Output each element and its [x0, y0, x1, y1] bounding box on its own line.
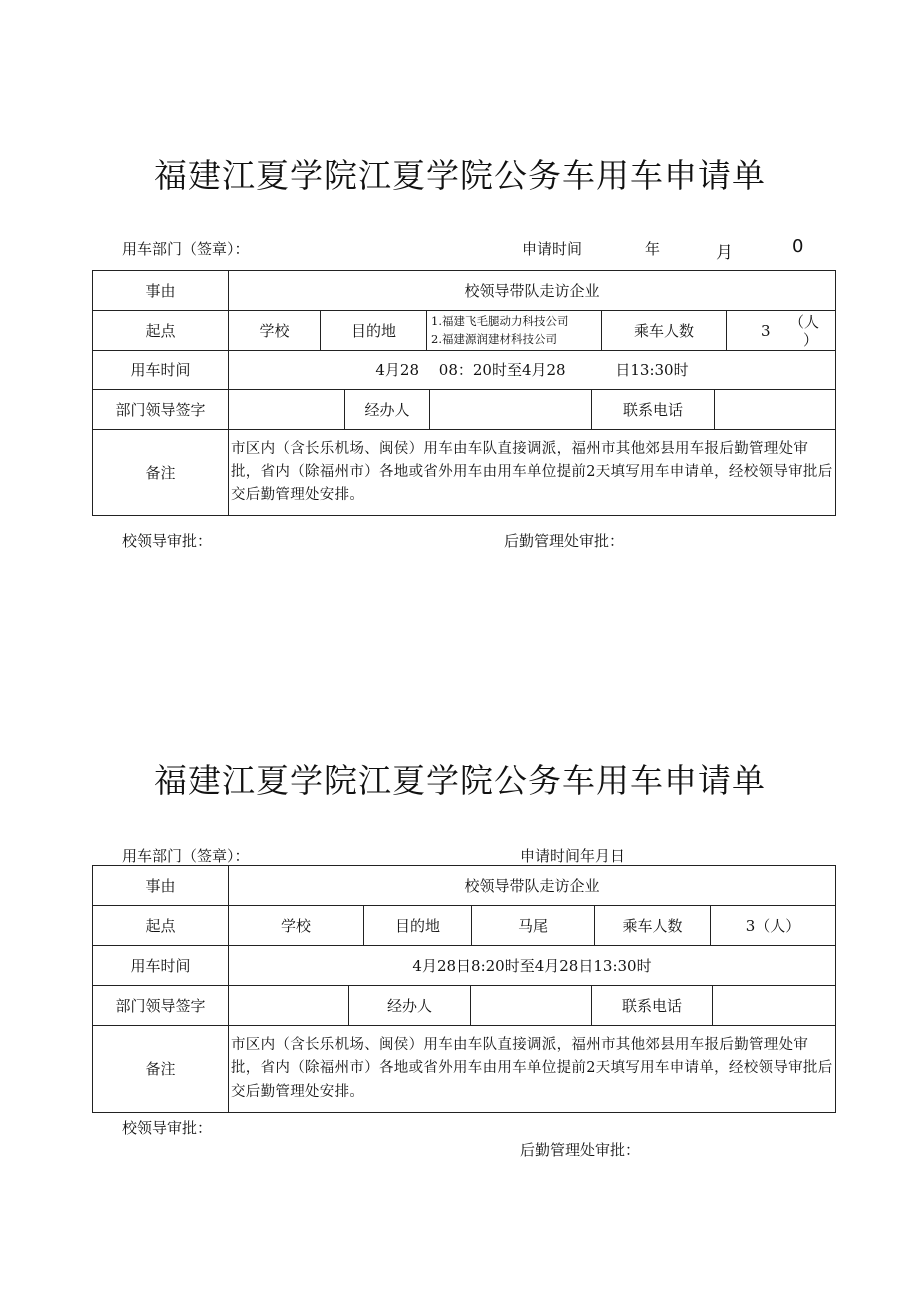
form2-handler-label: 经办人 [348, 985, 471, 1026]
form2-pax-label: 乘车人数 [594, 905, 711, 946]
form1-time-value[interactable]: 4月28 08：20时至4月28 日13:30时 [228, 350, 836, 390]
form1-title: 福建江夏学院江夏学院公务车用车申请单 [154, 156, 766, 195]
form2-logistics-approve-label: 后勤管理处审批： [520, 1141, 641, 1159]
form1-phone-label: 联系电话 [591, 389, 715, 430]
form1-pax-cell[interactable] [726, 310, 836, 351]
form2-origin-value[interactable]: 学校 [228, 905, 364, 946]
form2-apply-time-label: 申请时间年月日 [520, 847, 626, 865]
form2-reason-label: 事由 [92, 865, 229, 906]
form2-phone-field[interactable] [712, 985, 836, 1026]
form1-reason-value[interactable]: 校领导带队走访企业 [228, 270, 836, 311]
form2-pax-value[interactable]: 3（人） [710, 905, 836, 946]
form1-dest-line1: 1.福建飞毛腿动力科技公司 [431, 313, 569, 328]
form2-dest-label: 目的地 [363, 905, 472, 946]
form2-dest-value[interactable]: 马尾 [471, 905, 595, 946]
form1-origin-label: 起点 [92, 310, 229, 351]
form2-reason-value[interactable]: 校领导带队走访企业 [228, 865, 836, 906]
form1-remark-label: 备注 [92, 429, 229, 516]
form1-logistics-approve-label: 后勤管理处审批： [504, 532, 625, 550]
form1-year-label: 年 [645, 240, 661, 258]
form2-title: 福建江夏学院江夏学院公务车用车申请单 [154, 761, 766, 800]
form2-remark-value: 市区内（含长乐机场、闽侯）用车由车队直接调派，福州市其他郊县用车报后勤管理处审批，省内（除福州市）各地或省外用车由用车单位提前2天填写用车申请单，经校领导审批后交后勤管理处安排。 [228, 1025, 836, 1113]
form2-remark-label: 备注 [92, 1025, 229, 1113]
form2-time-label: 用车时间 [92, 945, 229, 986]
form2-school-approve-label: 校领导审批： [122, 1119, 213, 1137]
form1-remark-value: 市区内（含长乐机场、闽侯）用车由车队直接调派，福州市其他郊县用车报后勤管理处审批，省内（除福州市）各地或省外用车由用车单位提前2天填写用车申请单，经校领导审批后交后勤管理处安排。 [228, 429, 836, 516]
form2-dept-label: 用车部门（签章）： [122, 847, 250, 865]
form1-leader-sign-field[interactable] [228, 389, 345, 430]
form1-time-label: 用车时间 [92, 350, 229, 390]
form1-dest-line2: 2.福建源润建材科技公司 [431, 331, 557, 346]
form1-handler-label: 经办人 [344, 389, 430, 430]
form1-dest-value[interactable] [426, 310, 602, 351]
form1-handler-field[interactable] [429, 389, 592, 430]
form2-leader-sign-field[interactable] [228, 985, 349, 1026]
form1-pax-unit-b: ） [803, 331, 819, 349]
form1-school-approve-label: 校领导审批： [122, 532, 213, 550]
form1-apply-time-label: 申请时间 [522, 240, 583, 258]
form2-origin-label: 起点 [92, 905, 229, 946]
form1-pax-label: 乘车人数 [601, 310, 727, 351]
form1-month-label: 月 [716, 243, 733, 263]
form1-phone-field[interactable] [714, 389, 836, 430]
form1-day-value: 0 [792, 236, 804, 257]
form1-dest-label: 目的地 [320, 310, 427, 351]
form2-time-value[interactable]: 4月28日8:20时至4月28日13:30时 [228, 945, 836, 986]
form1-dept-label: 用车部门（签章）： [122, 240, 250, 258]
form1-reason-label: 事由 [92, 270, 229, 311]
form2-handler-field[interactable] [470, 985, 592, 1026]
form2-phone-label: 联系电话 [591, 985, 713, 1026]
form1-origin-value[interactable]: 学校 [228, 310, 321, 351]
form1-pax-unit-a: （人 [789, 313, 820, 331]
form1-leader-sign-label: 部门领导签字 [92, 389, 229, 430]
form2-leader-sign-label: 部门领导签字 [92, 985, 229, 1026]
form1-pax-value: 3 [761, 322, 771, 340]
